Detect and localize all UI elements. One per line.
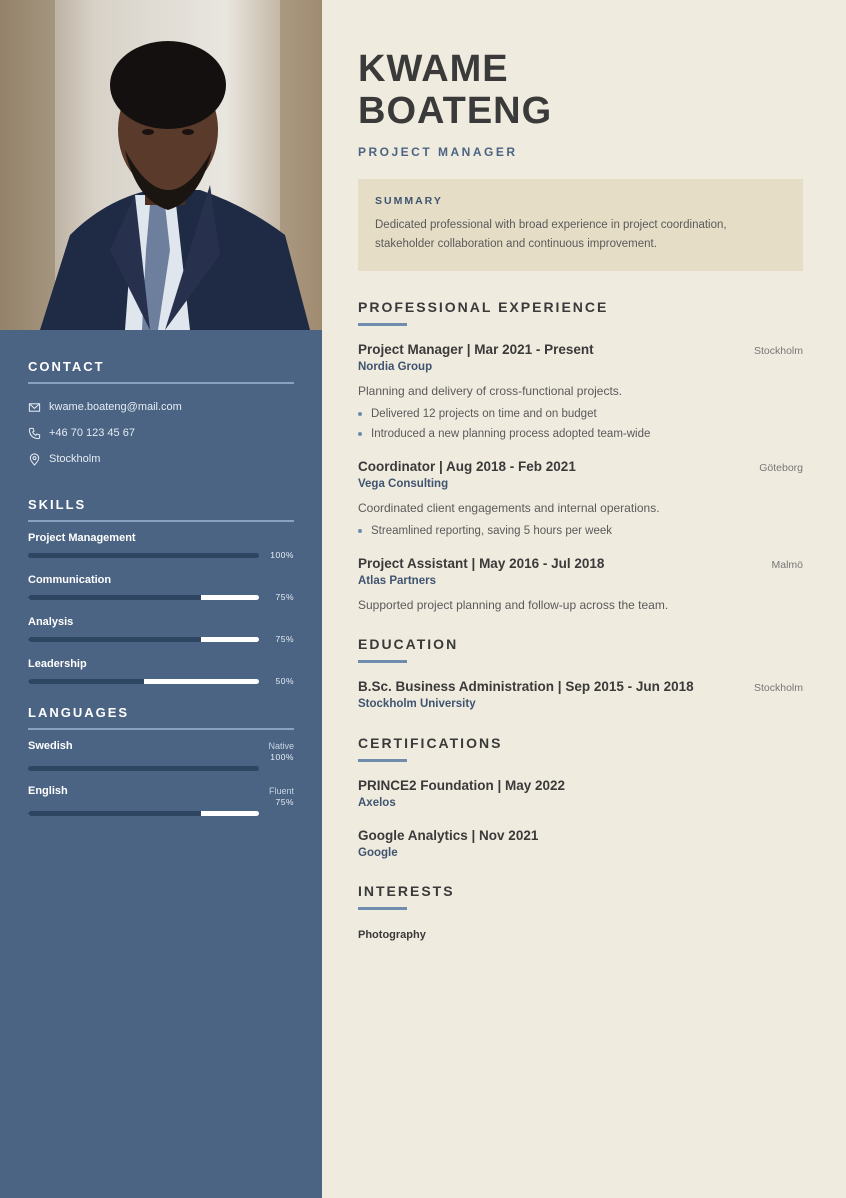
job-entry [358, 556, 803, 612]
job-bullet [358, 525, 803, 537]
job-description: Supported project planning and follow-up across the team. [358, 598, 669, 612]
bullet-text: Streamlined reporting, saving 5 hours per week [371, 525, 612, 537]
skill-bar-row [28, 550, 294, 560]
skill-item [28, 574, 294, 602]
language-header [28, 785, 294, 797]
language-percent: 75% [275, 797, 294, 807]
company-name: Nordia Group [358, 361, 433, 373]
skill-bar-row [28, 676, 294, 686]
contact-location [28, 446, 294, 472]
sidebar-content [28, 330, 294, 816]
job-header [358, 342, 803, 357]
experience-section [358, 299, 803, 612]
job-header [358, 459, 803, 474]
language-header [28, 740, 294, 752]
skill-bar-row [28, 592, 294, 602]
contact-heading: CONTACT [28, 359, 294, 384]
job-location: Malmö [771, 559, 803, 571]
language-level: Native [268, 741, 294, 751]
interests-section [358, 883, 803, 941]
skill-level-bar [28, 553, 259, 558]
main-content [358, 0, 803, 941]
job-location: Stockholm [753, 345, 803, 357]
phone-text: +46 70 123 45 67 [49, 427, 135, 439]
section-divider [358, 323, 407, 326]
skill-percent: 50% [275, 676, 294, 686]
language-level-fill [28, 811, 201, 816]
language-level-fill [28, 766, 259, 771]
skill-level-fill [28, 553, 259, 558]
language-level-bar [28, 811, 259, 816]
language-level-bar [28, 766, 259, 771]
section-divider [358, 660, 407, 663]
bullet-dot [358, 412, 362, 416]
name-heading [358, 48, 803, 132]
job-bullet [358, 408, 803, 420]
skill-item [28, 616, 294, 644]
skill-bar-row [28, 634, 294, 644]
skills-list [28, 532, 294, 686]
mail-icon [28, 401, 41, 414]
skill-name: Project Management [28, 532, 136, 544]
job-description: Planning and delivery of cross-functional projects. [358, 384, 623, 398]
skill-percent: 100% [270, 550, 294, 560]
skill-name: Leadership [28, 658, 87, 670]
language-percent: 100% [270, 752, 294, 762]
job-location: Göteborg [759, 462, 803, 474]
section-divider [358, 759, 407, 762]
bullet-dot [358, 529, 362, 533]
skill-name: Analysis [28, 616, 74, 628]
certifications-heading: CERTIFICATIONS [358, 735, 503, 751]
cert-title: PRINCE2 Foundation | May 2022 [358, 778, 566, 793]
languages-heading: LANGUAGES [28, 705, 294, 730]
languages-list [28, 740, 294, 816]
certifications-section [358, 735, 803, 859]
bullet-text: Delivered 12 projects on time and on budget [371, 408, 597, 420]
contact-phone[interactable] [28, 420, 294, 446]
summary-text: Dedicated professional with broad experience in project coordination, stakeholder collaboration and continuous improvement. [375, 219, 727, 250]
bullet-text: Introduced a new planning process adopted team-wide [371, 428, 651, 440]
language-name: English [28, 785, 68, 797]
job-header [358, 556, 803, 571]
school-name: Stockholm University [358, 698, 476, 710]
cert-entry [358, 828, 803, 859]
skill-level-bar [28, 679, 259, 684]
first-name: KWAME [358, 48, 509, 90]
interests-heading: INTERESTS [358, 883, 455, 899]
cert-issuer: Google [358, 847, 398, 859]
bullet-dot [358, 432, 362, 436]
skills-section [28, 497, 294, 686]
job-entry [358, 459, 803, 537]
last-name: BOATENG [358, 90, 553, 132]
education-location: Stockholm [753, 682, 803, 694]
job-bullet [358, 428, 803, 440]
phone-icon [28, 427, 41, 440]
job-title: Project Assistant | May 2016 - Jul 2018 [358, 556, 605, 571]
skill-level-fill [28, 595, 201, 600]
sidebar [0, 0, 322, 1198]
experience-heading: PROFESSIONAL EXPERIENCE [358, 299, 609, 315]
skill-percent: 75% [275, 592, 294, 602]
location-text: Stockholm [49, 453, 101, 465]
contact-section [28, 359, 294, 472]
contact-email[interactable] [28, 394, 294, 420]
location-pin-icon [28, 453, 41, 466]
skill-level-bar [28, 637, 259, 642]
email-text: kwame.boateng@mail.com [49, 401, 182, 413]
job-role: PROJECT MANAGER [358, 145, 518, 159]
summary-heading: SUMMARY [375, 195, 443, 207]
education-entry [358, 679, 803, 694]
degree-title: B.Sc. Business Administration | Sep 2015 - Jun 2018 [358, 679, 694, 694]
company-name: Atlas Partners [358, 575, 436, 587]
job-title: Project Manager | Mar 2021 - Present [358, 342, 594, 357]
skills-heading: SKILLS [28, 497, 294, 522]
job-entry [358, 342, 803, 440]
language-item [28, 785, 294, 816]
profile-photo [0, 0, 322, 330]
education-heading: EDUCATION [358, 636, 459, 652]
cert-title: Google Analytics | Nov 2021 [358, 828, 539, 843]
skill-item [28, 532, 294, 560]
job-description: Coordinated client engagements and internal operations. [358, 501, 660, 515]
skill-item [28, 658, 294, 686]
skill-level-bar [28, 595, 259, 600]
languages-section [28, 705, 294, 816]
job-title: Coordinator | Aug 2018 - Feb 2021 [358, 459, 576, 474]
language-name: Swedish [28, 740, 73, 752]
education-section [358, 636, 803, 710]
section-divider [358, 907, 407, 910]
cert-issuer: Axelos [358, 797, 396, 809]
skill-percent: 75% [275, 634, 294, 644]
skill-level-fill [28, 679, 144, 684]
summary-box [358, 179, 803, 271]
interest-item: Photography [358, 929, 426, 941]
language-item [28, 740, 294, 771]
skill-level-fill [28, 637, 201, 642]
jobs-list [358, 342, 803, 612]
language-level: Fluent [268, 786, 294, 796]
company-name: Vega Consulting [358, 478, 449, 490]
skill-name: Communication [28, 574, 112, 586]
cert-entry [358, 778, 803, 809]
